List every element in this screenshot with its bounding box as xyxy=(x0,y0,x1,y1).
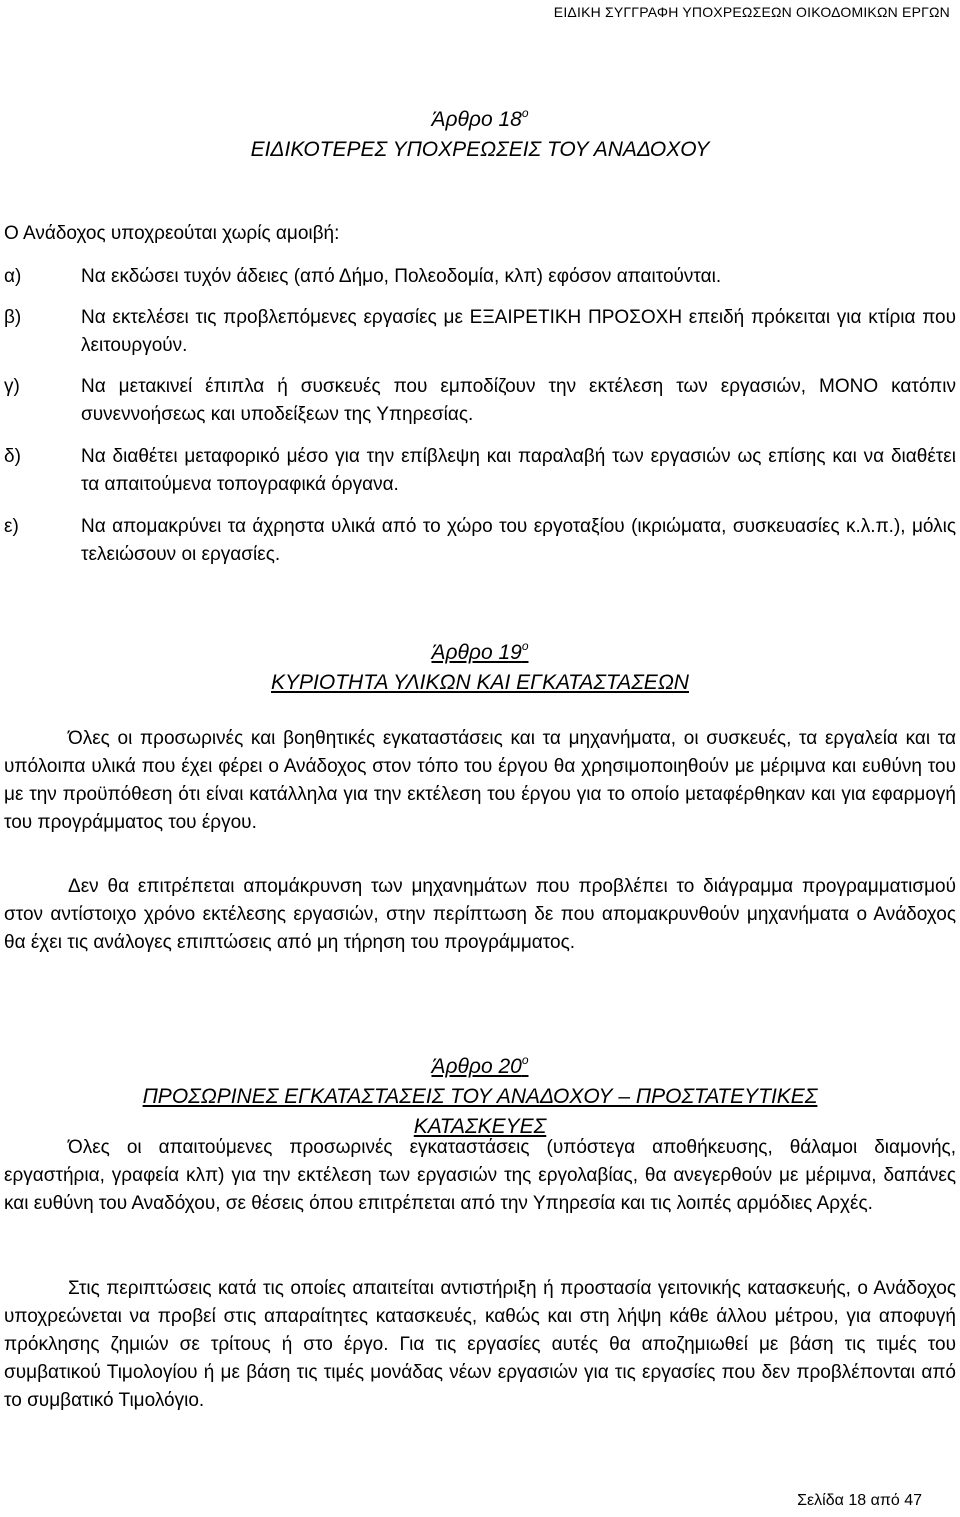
article-20-title-line-1: ΠΡΟΣΩΡΙΝΕΣ ΕΓΚΑΤΑΣΤΑΣΕΙΣ ΤΟΥ ΑΝΑΔΟΧΟΥ – ΠΡΟΣΤΑΤΕΥΤΙΚΕΣ xyxy=(142,1085,818,1108)
article-18-title: ΕΙΔΙΚΟΤΕΡΕΣ ΥΠΟΧΡΕΩΣΕΙΣ ΤΟΥ ΑΝΑΔΟΧΟΥ xyxy=(250,138,710,161)
article-20-number: Άρθρο $20^o$ xyxy=(431,1053,529,1078)
article-20-paragraph-2: Στις περιπτώσεις κατά τις οποίες απαιτείται αντιστήριξη ή προστασία γειτονικής κατασκευής, ο Ανάδοχος υποχρεώνεται να προβεί στις απαραίτητες κατασκευές, καθώς και στη λήψη κάθε άλλου μέτρου, για αποφυγή πρόκλησης ζημιών σε τρίτους ή στο έργο. Για τις εργασίες αυτές θα αποζημιωθεί με βάση τις τιμές του συμβατικού Τιμολογίου ή με βάση τις τιμές μονάδας νέων εργασιών για τις εργασίες που δεν προβλέπονται από το συμβατικό Τιμολόγιο. xyxy=(4,1278,956,1411)
list-item-text: Να απομακρύνει τα άχρηστα υλικά από το χώρο του εργοταξίου (ικριώματα, συσκευασίες κ.λ.π.), μόλις τελειώσουν οι εργασίες. xyxy=(81,516,956,565)
list-item-text: Να μετακινεί έπιπλα ή συσκευές που εμποδίζουν την εκτέλεση των εργασιών, ΜΟΝΟ κατόπιν συνεννοήσεως και υποδείξεων της Υπηρεσίας. xyxy=(81,376,956,425)
list-item-label: ε) xyxy=(4,516,19,537)
list-item-text: Να εκδώσει τυχόν άδειες (από Δήμο, Πολεοδομία, κλπ) εφόσον απαιτούνται. xyxy=(81,266,722,287)
list-item-b xyxy=(4,304,956,360)
list-item-label: β) xyxy=(4,307,22,328)
article-19-title: ΚΥΡΙΟΤΗΤΑ ΥΛΙΚΩΝ ΚΑΙ ΕΓΚΑΤΑΣΤΑΣΕΩΝ xyxy=(271,671,689,694)
list-item-text: Να εκτελέσει τις προβλεπόμενες εργασίες με ΕΞΑΙΡΕΤΙΚΗ ΠΡΟΣΟΧΗ επειδή πρόκειται για κτίρια που λειτουργούν. xyxy=(81,307,956,356)
article-19-paragraph-2: Δεν θα επιτρέπεται απομάκρυνση των μηχανημάτων που προβλέπει το διάγραμμα προγραμματισμού στον αντίστοιχο χρόνο εκτέλεσης εργασιών, στην περίπτωση δε που απομακρυνθούν μηχανήματα ο Ανάδοχος θα έχει τις ανάλογες επιπτώσεις από μη τήρηση του προγράμματος. xyxy=(4,876,956,953)
list-item-text: Να διαθέτει μεταφορικό μέσο για την επίβλεψη και παραλαβή των εργασιών ως επίσης και να διαθέτει τα απαιτούμενα τοπογραφικά όργανα. xyxy=(81,446,956,495)
article-18-intro: Ο Ανάδοχος υποχρεούται χωρίς αμοιβή: xyxy=(4,223,340,244)
article-18-number: Άρθρο $18^o$ xyxy=(431,106,529,131)
list-item-e xyxy=(4,513,956,569)
article-18-heading xyxy=(0,98,960,165)
list-item-label: γ) xyxy=(4,376,20,397)
article-20-paragraph-1: Όλες οι απαιτούμενες προσωρινές εγκαταστάσεις (υπόστεγα αποθήκευσης, θάλαμοι διαμονής, εργαστήρια, γραφεία κλπ) για την εκτέλεση των εργασιών της εργολαβίας, θα ανεγερθούν με μέριμνα, δαπάνες και ευθύνη του Αναδόχου, σε θέσεις όπου επιτρέπεται από την Υπηρεσία και τις λοιπές αρμόδιες Αρχές. xyxy=(4,1137,956,1214)
article-19-number: Άρθρο $19^o$ xyxy=(431,639,529,664)
running-header: ΕΙΔΙΚΗ ΣΥΓΓΡΑΦΗ ΥΠΟΧΡΕΩΣΕΩΝ ΟΙΚΟΔΟΜΙΚΩΝ ΕΡΓΩΝ xyxy=(553,4,950,20)
list-item-label: α) xyxy=(4,266,22,287)
page-number: Σελίδα 18 από 47 xyxy=(797,1492,922,1509)
list-item-c xyxy=(4,373,956,429)
list-item-label: δ) xyxy=(4,446,21,467)
list-item-d xyxy=(4,443,956,499)
article-20-title-line-2: ΚΑΤΑΣΚΕΥΕΣ xyxy=(413,1115,547,1138)
article-19-heading xyxy=(0,631,960,698)
article-20-heading xyxy=(0,1045,960,1142)
list-item-a xyxy=(4,263,956,291)
article-19-paragraph-1: Όλες οι προσωρινές και βοηθητικές εγκαταστάσεις και τα μηχανήματα, οι συσκευές, τα εργαλεία και τα υπόλοιπα υλικά που έχει φέρει ο Ανάδοχος στον τόπο του έργου θα χρησιμοποιηθούν με μέριμνα και ευθύνη του με την προϋπόθεση ότι είναι κατάλληλα για την εκτέλεση του έργου για το οποίο μεταφέρθηκαν και για εφαρμογή του προγράμματος του έργου. xyxy=(4,728,956,833)
